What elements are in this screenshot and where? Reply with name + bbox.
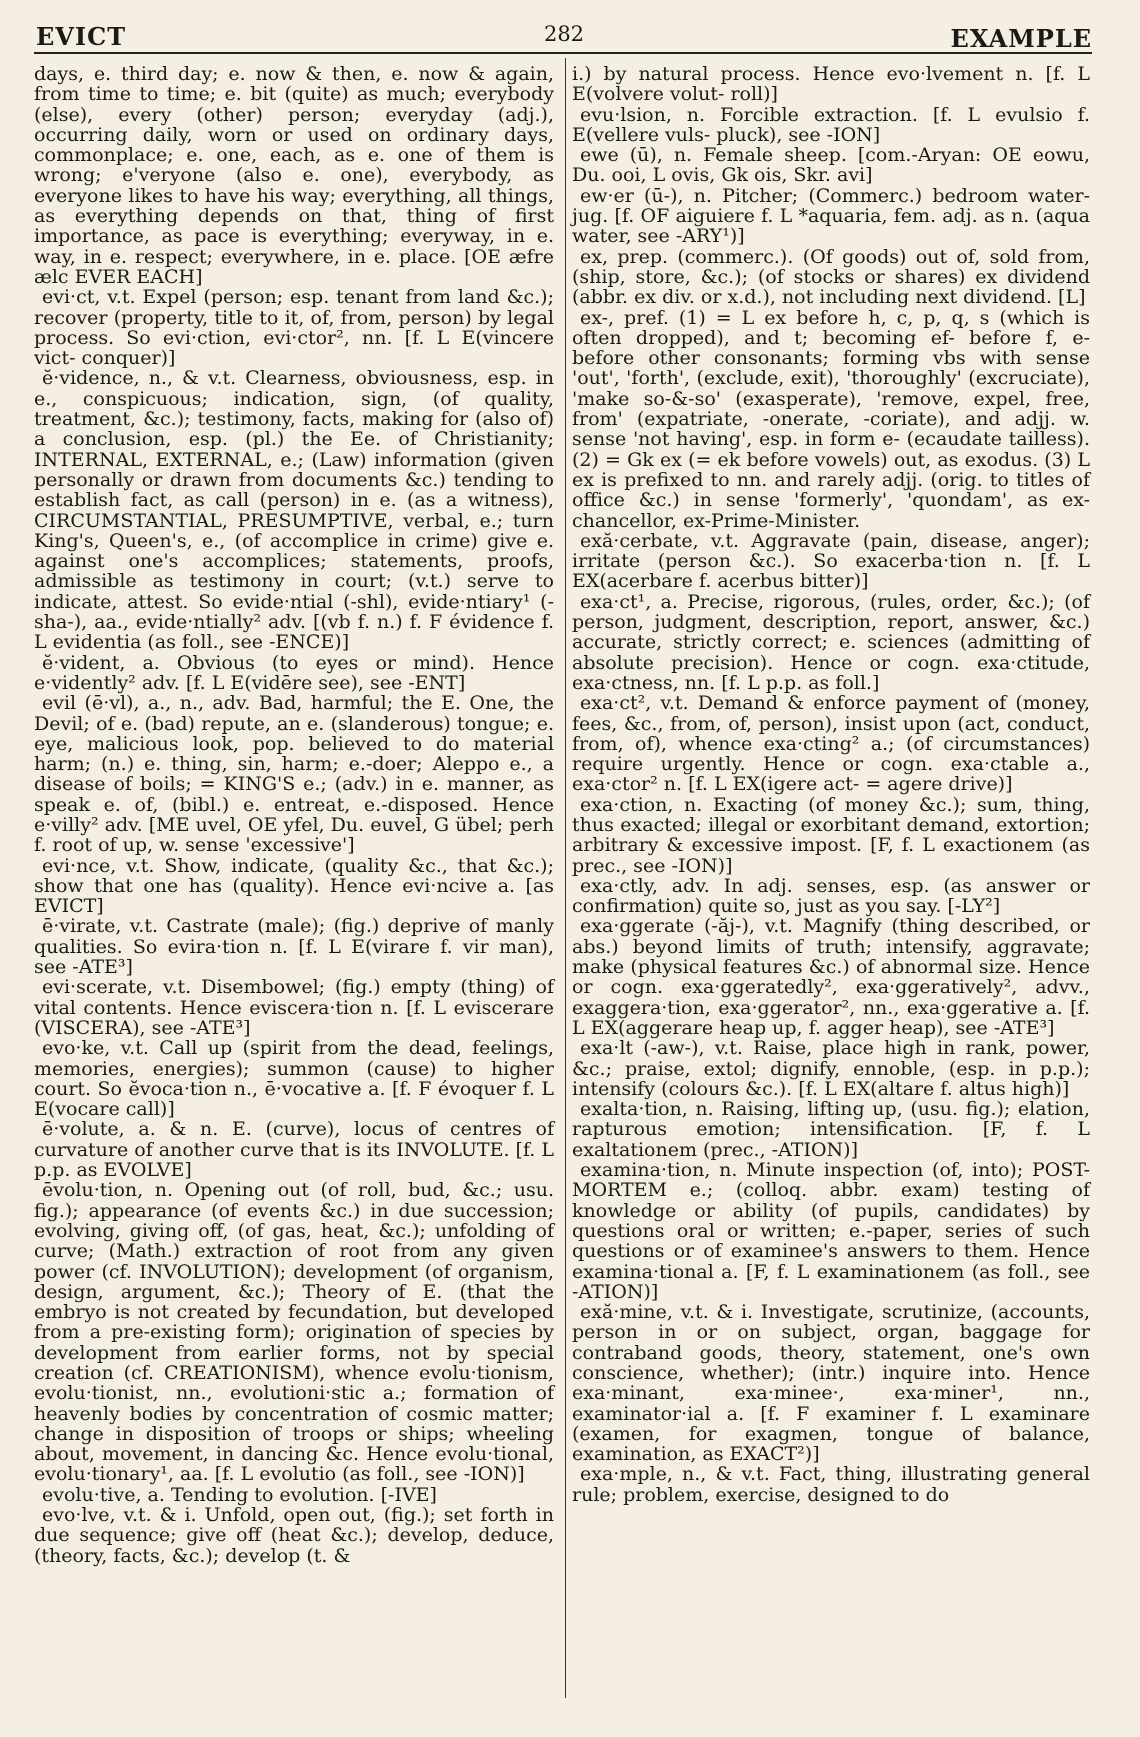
entry-exact-adj: exa·ct¹, a. Precise, rigorous, (rules, order, &c.); (of person, judgment, description, report, answer, &c.) accurate, strictly correct; e. sciences (admitting of absolute precision). Hence or cogn. exa·ctitude, exa·ctness, nn. [f. L p.p. as foll.] — [572, 590, 1090, 694]
entry-exact-verb: exa·ct², v.t. Demand & enforce payment of (money, fees, &c., from, of, person), insist upon (act, conduct, from, of), whence exa·cting² a.; (of circumstances) require urgently. Hence or cogn. exa·ctable a., exa·ctor² n. [f. L EX(igere act- = agere drive)] — [572, 692, 1090, 796]
entry-examination: examina·tion, n. Minute inspection (of, into); POST-MORTEM e.; (colloq. abbr. exam) testing of knowledge or ability (of pupils, candidates) by questions oral or written; e.-paper, series of such questions or of examinee's answers to them. Hence examina·tional a. [F, f. L examinationem (as foll., see -ATION)] — [572, 1159, 1090, 1303]
right-column — [572, 64, 1090, 1505]
page-header — [36, 20, 1092, 52]
column-divider — [565, 58, 566, 1698]
entry-ex-prep: ex, prep. (commerc.). (Of goods) out of, sold from, (ship, store, &c.); (of stocks or shares) ex dividend (abbr. ex div. or x.d.), not including next dividend. [L] — [572, 245, 1090, 309]
entry-exaggerate: exa·ggerate (-ăj-), v.t. Magnify (thing described, or abs.) beyond limits of truth; intensify, aggravate; make (physical features &c.) of abnormal size. Hence or cogn. exa·ggeratedly², exa·ggeratively², advv., exaggera·tion, exa·ggerator², nn., exa·ggerative a. [f. L EX(aggerare heap up, f. agger heap), see -ATE³] — [572, 915, 1090, 1039]
entry-continuation-right: i.) by natural process. Hence evo·lvement n. [f. L E(volvere volut- roll)] — [572, 63, 1090, 106]
entry-evolutive: evolu·tive, a. Tending to evolution. [-IVE] — [42, 1483, 437, 1506]
entry-example: exa·mple, n., & v.t. Fact, thing, illustrating general rule; problem, exercise, designed to do — [572, 1463, 1090, 1506]
entry-evince: evi·nce, v.t. Show, indicate, (quality &c., that &c.); show that one has (quality). Hence evi·ncive a. [as EVICT] — [34, 854, 554, 918]
entry-evirate: ē·virate, v.t. Castrate (male); (fig.) deprive of manly qualities. So evira·tion n. [f. L E(virare f. vir man), see -ATE³] — [34, 915, 554, 979]
entry-exacerbate: exă·cerbate, v.t. Aggravate (pain, disease, anger); irritate (person &c.). So exacerba·tion n. [f. L EX(acerbare f. acerbus bitter)] — [572, 529, 1090, 593]
entry-ewe: ewe (ū), n. Female sheep. [com.-Aryan: OE eowu, Du. ooi, L ovis, Gk ois, Skr. avi] — [572, 144, 1090, 187]
entry-evolute: ē·volute, a. & n. E. (curve), locus of centres of curvature of another curve that is its INVOLUTE. [f. L p.p. as EVOLVE] — [34, 1118, 555, 1182]
entry-exactly: exa·ctly, adv. In adj. senses, esp. (as answer or confirmation) quite so, just as you say. [-LY²] — [572, 874, 1090, 918]
entry-exalt: exa·lt (-aw-), v.t. Raise, place high in rank, power, &c.; praise, extol; dignify, ennoble, (esp. in p.p.); intensify (colours &c.). [f. L EX(altare f. altus high)] — [572, 1037, 1090, 1100]
entry-continuation: days, e. third day; e. now & then, e. now & again, from time to time; e. bit (quite) as much; everybody (else), every (other) person; everyday (adj.), occurring daily, worn or used on ordinary days, commonplace; e. one, each, as e. one of them is wrong; e'veryone (also e. one), everybody, as everyone likes to have his way; everything, all things, as everything depends on that, thing of first importance, as pace is everything; everyway, in e. way, in e. respect; everywhere, in e. place. [OE æfre ælc EVER EACH] — [34, 63, 554, 288]
entry-evulsion: evu·lsion, n. Forcible extraction. [f. L evulsio f. E(vellere vuls- pluck), see -ION] — [572, 103, 1090, 146]
entry-evolve: evo·lve, v.t. & i. Unfold, open out, (fig.); set forth in due sequence; give off (heat &c.); develop, deduce, (theory, facts, &c.); develop (t. & — [34, 1504, 554, 1567]
right-guide-word: EXAMPLE — [950, 24, 1092, 53]
left-guide-word: EVICT — [36, 22, 127, 51]
entry-ex-pref: ex-, pref. (1) = L ex before h, c, p, q, s (which is often dropped), and t; becoming ef- before f, e- before other consonants; forming vbs with sense 'out', 'forth', (exclude, exit), 'thoroughly' (excruciate), 'make so-&-so' (exasperate), 'remove, expel, free, from' (expatriate, -onerate, -coriate), and adjj. w. sense 'not having', esp. in form e- (ecaudate tailless). (2) = Gk ex (= ek before vowels) out, as exodus. (3) L ex is prefixed to nn. and rarely adjj. (orig. to titles of office &c.) in sense 'formerly', 'quondam', as ex-chancellor, ex-Prime-Minister. — [572, 306, 1090, 532]
entry-examine: exă·mine, v.t. & i. Investigate, scrutinize, (accounts, person in or on subject, organ, baggage for contraband goods, theory, statement, one's own conscience, whether); (intr.) inquire into. Hence exa·minant, exa·minee·, exa·miner¹, nn., examinator·ial a. [f. F examiner f. L examinare (examen, for exagmen, tongue of balance, examination, as EXACT²)] — [572, 1301, 1090, 1466]
entry-exaction: exa·ction, n. Exacting (of money &c.); sum, thing, thus exacted; illegal or exorbitant demand, extortion; arbitrary & excessive impost. [F, f. L exactionem (as prec., see -ION)] — [572, 793, 1090, 877]
entry-evoke: evo·ke, v.t. Call up (spirit from the dead, feelings, memories, energies); summon (cause) to higher court. So ĕvoca·tion n., ē·vocative a. [f. F évoquer f. L E(vocare call)] — [34, 1037, 554, 1121]
entry-evil: evil (ē·vl), a., n., adv. Bad, harmful; the E. One, the Devil; of e. (bad) repute, an e. (slanderous) tongue; e. eye, malicious look, pop. believed to do material harm; (n.) e. thing, sin, harm; e.-doer; Aleppo e., a disease of boils; = KING'S e.; (adv.) in e. manner, as speak e. of, (bibl.) e. entreat, e.-disposed. Hence e·villy² adv. [ME uvel, OE yfel, Du. euvel, G übel; perh f. root of up, w. sense 'excessive'] — [34, 692, 554, 857]
left-column — [34, 64, 554, 1566]
entry-eviscerate: evi·scerate, v.t. Disembowel; (fig.) empty (thing) of vital contents. Hence eviscera·tion n. [f. L eviscerare (VISCERA), see -ATE³] — [34, 976, 554, 1039]
page-number: 282 — [543, 22, 585, 46]
header-rule — [34, 52, 1092, 54]
entry-evolution: ēvolu·tion, n. Opening out (of roll, bud, &c.; usu. fig.); appearance (of events &c.) in due succession; evolving, giving off, (of gas, heat, &c.); unfolding of curve; (Math.) extraction of root from any given power (cf. INVOLUTION); development (of organism, design, argument, &c.); Theory of E. (that the embryo is not created by fecundation, but developed from a pre-existing form); origination of species by development from earlier forms, not by special creation (cf. CREATIONISM), whence evolu·tionism, evolu·tionist, nn., evolutioni·stic a.; formation of heavenly bodies by concentration of cosmic matter; change in disposition of troops or ships; wheeling about, movement, in dancing &c. Hence evolu·tional, evolu·tionary¹, aa. [f. L evolutio (as foll., see -ION)] — [34, 1179, 554, 1486]
entry-evidence: ĕ·vidence, n., & v.t. Clearness, obviousness, esp. in e., conspicuous; indication, sign, (of quality, treatment, &c.); testimony, facts, making for (also of) a conclusion, esp. (pl.) the Ee. of Christianity; INTERNAL, EXTERNAL, e.; (Law) information (given personally or drawn from documents &c.) tending to establish fact, as call (person) in e. (as a witness), CIRCUMSTANTIAL, PRESUMPTIVE, verbal, e.; turn King's, Queen's, e., (of accomplice in crime) give e. against one's accomplices; statements, proofs, admissible as testimony in court; (v.t.) serve to indicate, attest. So evide·ntial (-shl), evide·ntiary¹ (-sha-), aa., evide·ntially² adv. [(vb f. n.) f. F évidence f. L evidentia (as foll., see -ENCE)] — [34, 367, 554, 654]
entry-ewer: ew·er (ū-), n. Pitcher; (Commerc.) bedroom water-jug. [f. OF aiguiere f. L *aquaria, fem. adj. as n. (aqua water, see -ARY¹)] — [572, 184, 1090, 248]
entry-evict: evi·ct, v.t. Expel (person; esp. tenant from land &c.); recover (property, title to it, of, from, person) by legal process. So evi·ction, evi·ctor², nn. [f. L E(vincere vict- conquer)] — [34, 286, 554, 370]
entry-evident: ĕ·vident, a. Obvious (to eyes or mind). Hence e·vidently² adv. [f. L E(vidēre see), see -ENT] — [34, 651, 554, 694]
entry-exaltation: exalta·tion, n. Raising, lifting up, (usu. fig.); elation, rapturous emotion; intensification. [F, f. L exaltationem (prec., -ATION)] — [572, 1098, 1090, 1161]
